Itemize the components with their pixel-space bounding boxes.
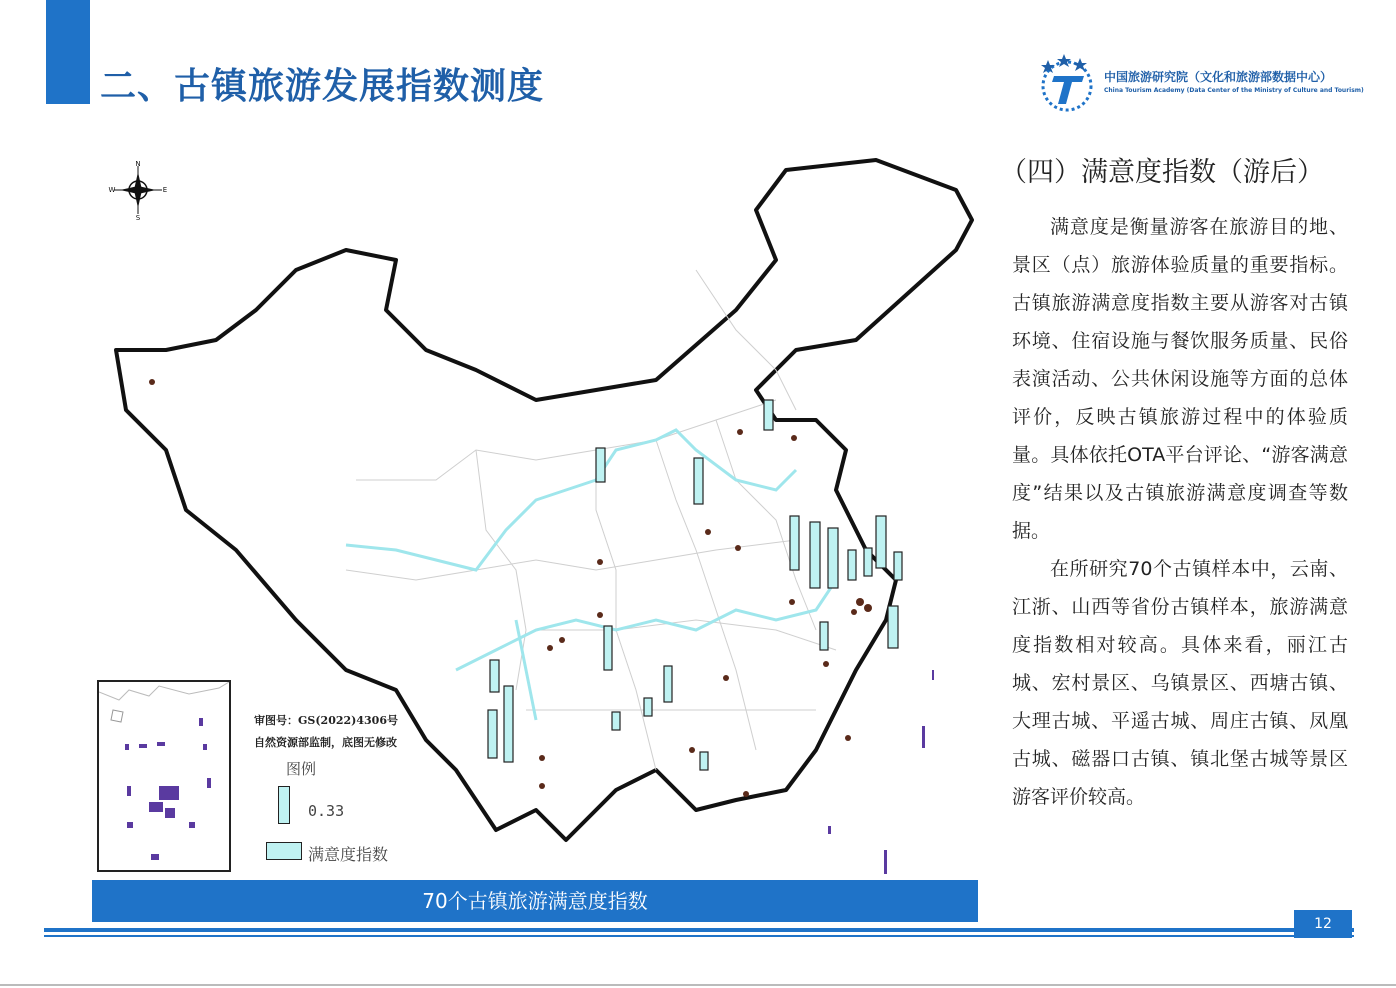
logo-english-name: China Tourism Academy (Data Center of the Ministry of Culture and Tourism) — [1104, 87, 1364, 94]
institute-logo — [1034, 50, 1364, 114]
north-arrow-icon — [108, 160, 168, 220]
legend-label: 满意度指数 — [308, 845, 389, 864]
legend-title: 图例 — [286, 760, 317, 778]
slide-bottom-divider — [0, 984, 1396, 986]
section-title: （四）满意度指数（游后） — [1000, 157, 1324, 188]
title-accent-bar — [46, 0, 90, 104]
footer-rule-thin — [44, 935, 1354, 937]
compass-e: E — [162, 186, 168, 194]
country-outline — [116, 160, 972, 840]
map-source-note: 自然资源部监制，底图无修改 — [254, 736, 397, 749]
body-text — [1012, 208, 1348, 816]
paragraph-1: 满意度是衡量游客在旅游目的地、景区（点）旅游体验质量的重要指标。古镇旅游满意度指数主要从游客对古镇环境、住宿设施与餐饮服务质量、民俗表演活动、公共休闲设施等方面的总体评价，反映古镇旅游过程中的体验质量。具体依托OTA平台评论、“游客满意度”结果以及古镇旅游满意度调查等数据。 — [1012, 216, 1348, 542]
page-number: 12 — [1294, 910, 1352, 938]
inset-map — [99, 682, 229, 870]
legend-bar-sample — [278, 786, 290, 824]
footer-rule-thick — [44, 928, 1354, 932]
island-markers — [828, 670, 934, 874]
legend-swatch — [266, 842, 302, 860]
compass-n: N — [135, 160, 141, 168]
compass-s: S — [135, 214, 141, 220]
page-title: 二、古镇旅游发展指数测度 — [100, 66, 545, 107]
legend-value: 0.33 — [308, 802, 345, 820]
south-china-sea-inset — [97, 680, 231, 872]
logo-chinese-name: 中国旅游研究院（文化和旅游部数据中心） — [1104, 70, 1333, 84]
map-approval-number: 审图号：GS(2022)4306号 — [254, 714, 398, 727]
map-caption: 70个古镇旅游满意度指数 — [92, 880, 978, 922]
paragraph-2: 在所研究70个古镇样本中，云南、江浙、山西等省份古镇样本，旅游满意度指数相对较高。具体来看，丽江古城、宏村景区、乌镇景区、西塘古镇、大理古城、平遥古城、周庄古镇、凤凰古城、磁器口古镇、镇北堡古城等景区游客评价较高。 — [1012, 558, 1348, 808]
compass-w: W — [108, 186, 116, 194]
map-approval-note — [254, 710, 398, 754]
logo-emblem-icon — [1034, 50, 1100, 114]
